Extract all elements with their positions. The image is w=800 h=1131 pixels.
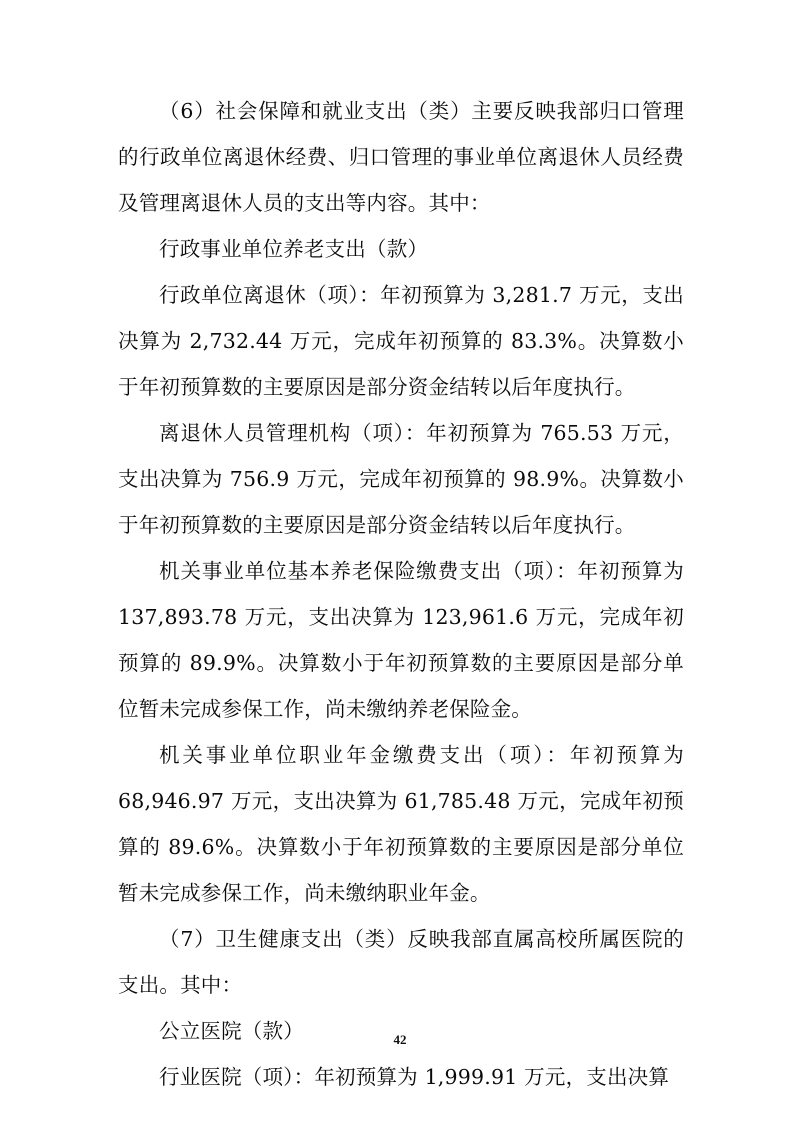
- page-number: 42: [393, 1032, 407, 1047]
- paragraph-heading-pension-expenditure: 行政事业单位养老支出（款）: [159, 237, 429, 261]
- paragraph-heading-public-hospital: 公立医院（款）: [159, 1019, 304, 1043]
- paragraph-basic-pension-insurance: 机关事业单位基本养老保险缴费支出（项）：年初预算为 137,893.78 万元，支出决算为 123,961.6 万元，完成年初预算的 89.9%。决算数小于年初预算数的主要原因是部分单位暂未完成参保工作，尚未缴纳养老保险金。: [118, 559, 684, 721]
- paragraph-occupational-annuity: 机关事业单位职业年金缴费支出（项）：年初预算为 68,946.97 万元，支出决算为 61,785.48 万元，完成年初预算的 89.6%。决算数小于年初预算数的主要原因是部分单位暂未完成参保工作，尚未缴纳职业年金。: [118, 743, 684, 905]
- paragraph-retiree-management-agency: 离退休人员管理机构（项）：年初预算为 765.53 万元，支出决算为 756.9 万元，完成年初预算的 98.9%。决算数小于年初预算数的主要原因是部分资金结转以后年度执行。: [118, 421, 684, 537]
- document-body: [118, 88, 684, 1100]
- paragraph-industry-hospital: 行业医院（项）：年初预算为 1,999.91 万元，支出决算: [159, 1065, 670, 1089]
- paragraph-social-security-overview: （6）社会保障和就业支出（类）主要反映我部归口管理的行政单位离退休经费、归口管理的事业单位离退休人员经费及管理离退休人员的支出等内容。其中：: [118, 99, 684, 215]
- paragraph-health-expenditure-overview: （7）卫生健康支出（类）反映我部直属高校所属医院的支出。其中：: [118, 927, 684, 997]
- paragraph-admin-unit-retirement: 行政单位离退休（项）：年初预算为 3,281.7 万元，支出决算为 2,732.44 万元，完成年初预算的 83.3%。决算数小于年初预算数的主要原因是部分资金结转以后年度执行。: [118, 283, 684, 399]
